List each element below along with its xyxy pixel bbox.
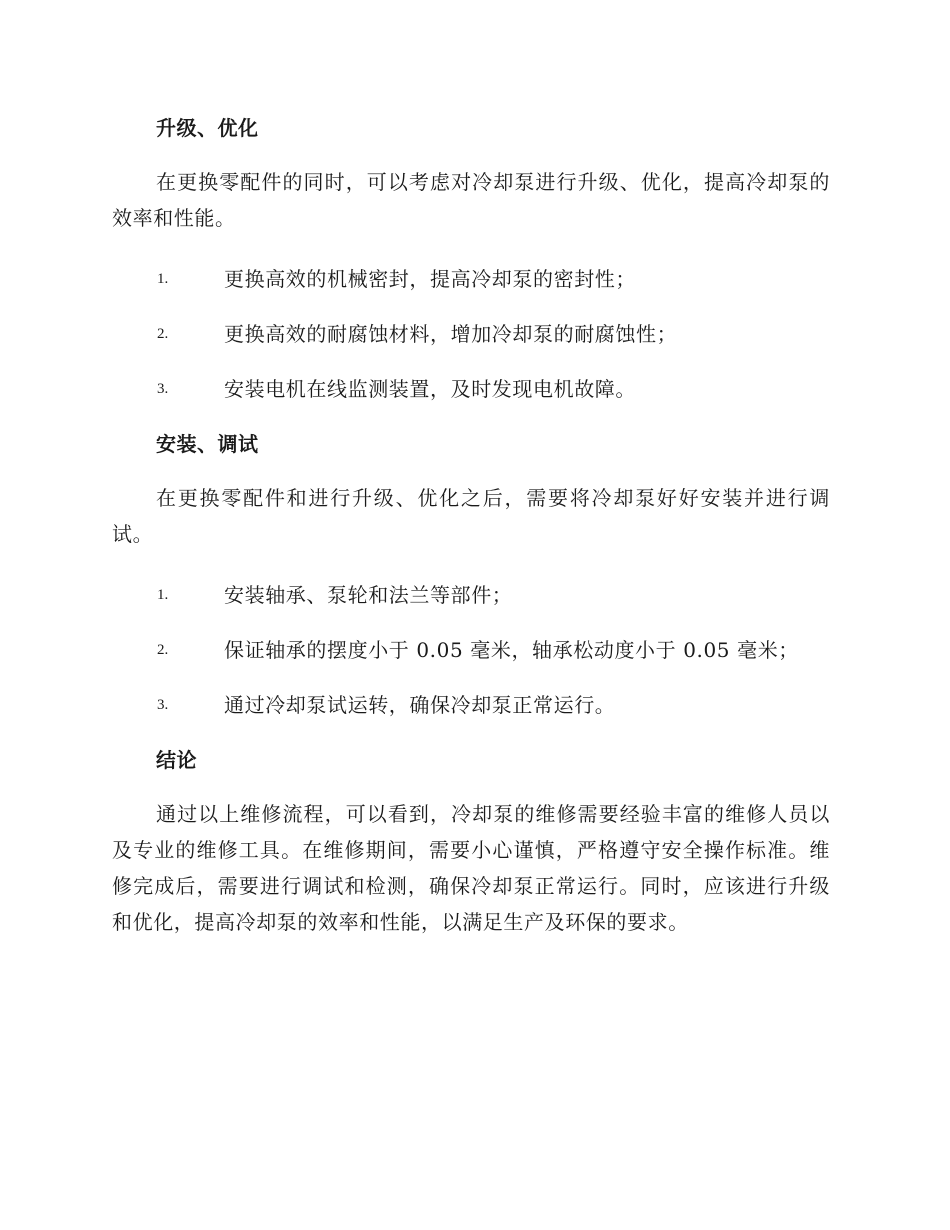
list-item-number: 2. — [157, 642, 169, 658]
list-item-number: 2. — [157, 326, 169, 342]
list-item — [0, 319, 950, 349]
list-item — [0, 690, 950, 720]
list-item-number: 1. — [157, 587, 169, 603]
section-intro-upgrade: 在更换零配件的同时，可以考虑对冷却泵进行升级、优化，提高冷却泵的效率和性能。 — [112, 170, 830, 230]
list-item — [0, 264, 950, 294]
list-item-text: 更换高效的机械密封，提高冷却泵的密封性； — [224, 267, 636, 291]
list-item-text: 保证轴承的摆度小于 0.05 毫米，轴承松动度小于 0.05 毫米； — [224, 638, 799, 662]
list-item-number: 3. — [157, 381, 169, 397]
list-item-number: 1. — [157, 271, 169, 287]
list-item — [0, 635, 950, 665]
list-item-text: 安装轴承、泵轮和法兰等部件； — [224, 583, 513, 607]
section-heading-conclusion: 结论 — [156, 748, 197, 772]
list-item-number: 3. — [157, 697, 169, 713]
section-intro-install: 在更换零配件和进行升级、优化之后，需要将冷却泵好好安装并进行调试。 — [112, 486, 830, 546]
list-item-text: 更换高效的耐腐蚀材料，增加冷却泵的耐腐蚀性； — [224, 322, 678, 346]
list-item — [0, 374, 950, 404]
list-item — [0, 580, 950, 610]
section-body-conclusion: 通过以上维修流程，可以看到，冷却泵的维修需要经验丰富的维修人员以及专业的维修工具。在维修期间，需要小心谨慎，严格遵守安全操作标准。维修完成后，需要进行调试和检测，确保冷却泵正常运行。同时，应该进行升级和优化，提高冷却泵的效率和性能，以满足生产及环保的要求。 — [112, 802, 830, 934]
section-heading-install: 安装、调试 — [156, 432, 259, 456]
list-item-text: 安装电机在线监测装置，及时发现电机故障。 — [224, 377, 636, 401]
list-item-text: 通过冷却泵试运转，确保冷却泵正常运行。 — [224, 693, 616, 717]
section-heading-upgrade: 升级、优化 — [156, 116, 259, 140]
